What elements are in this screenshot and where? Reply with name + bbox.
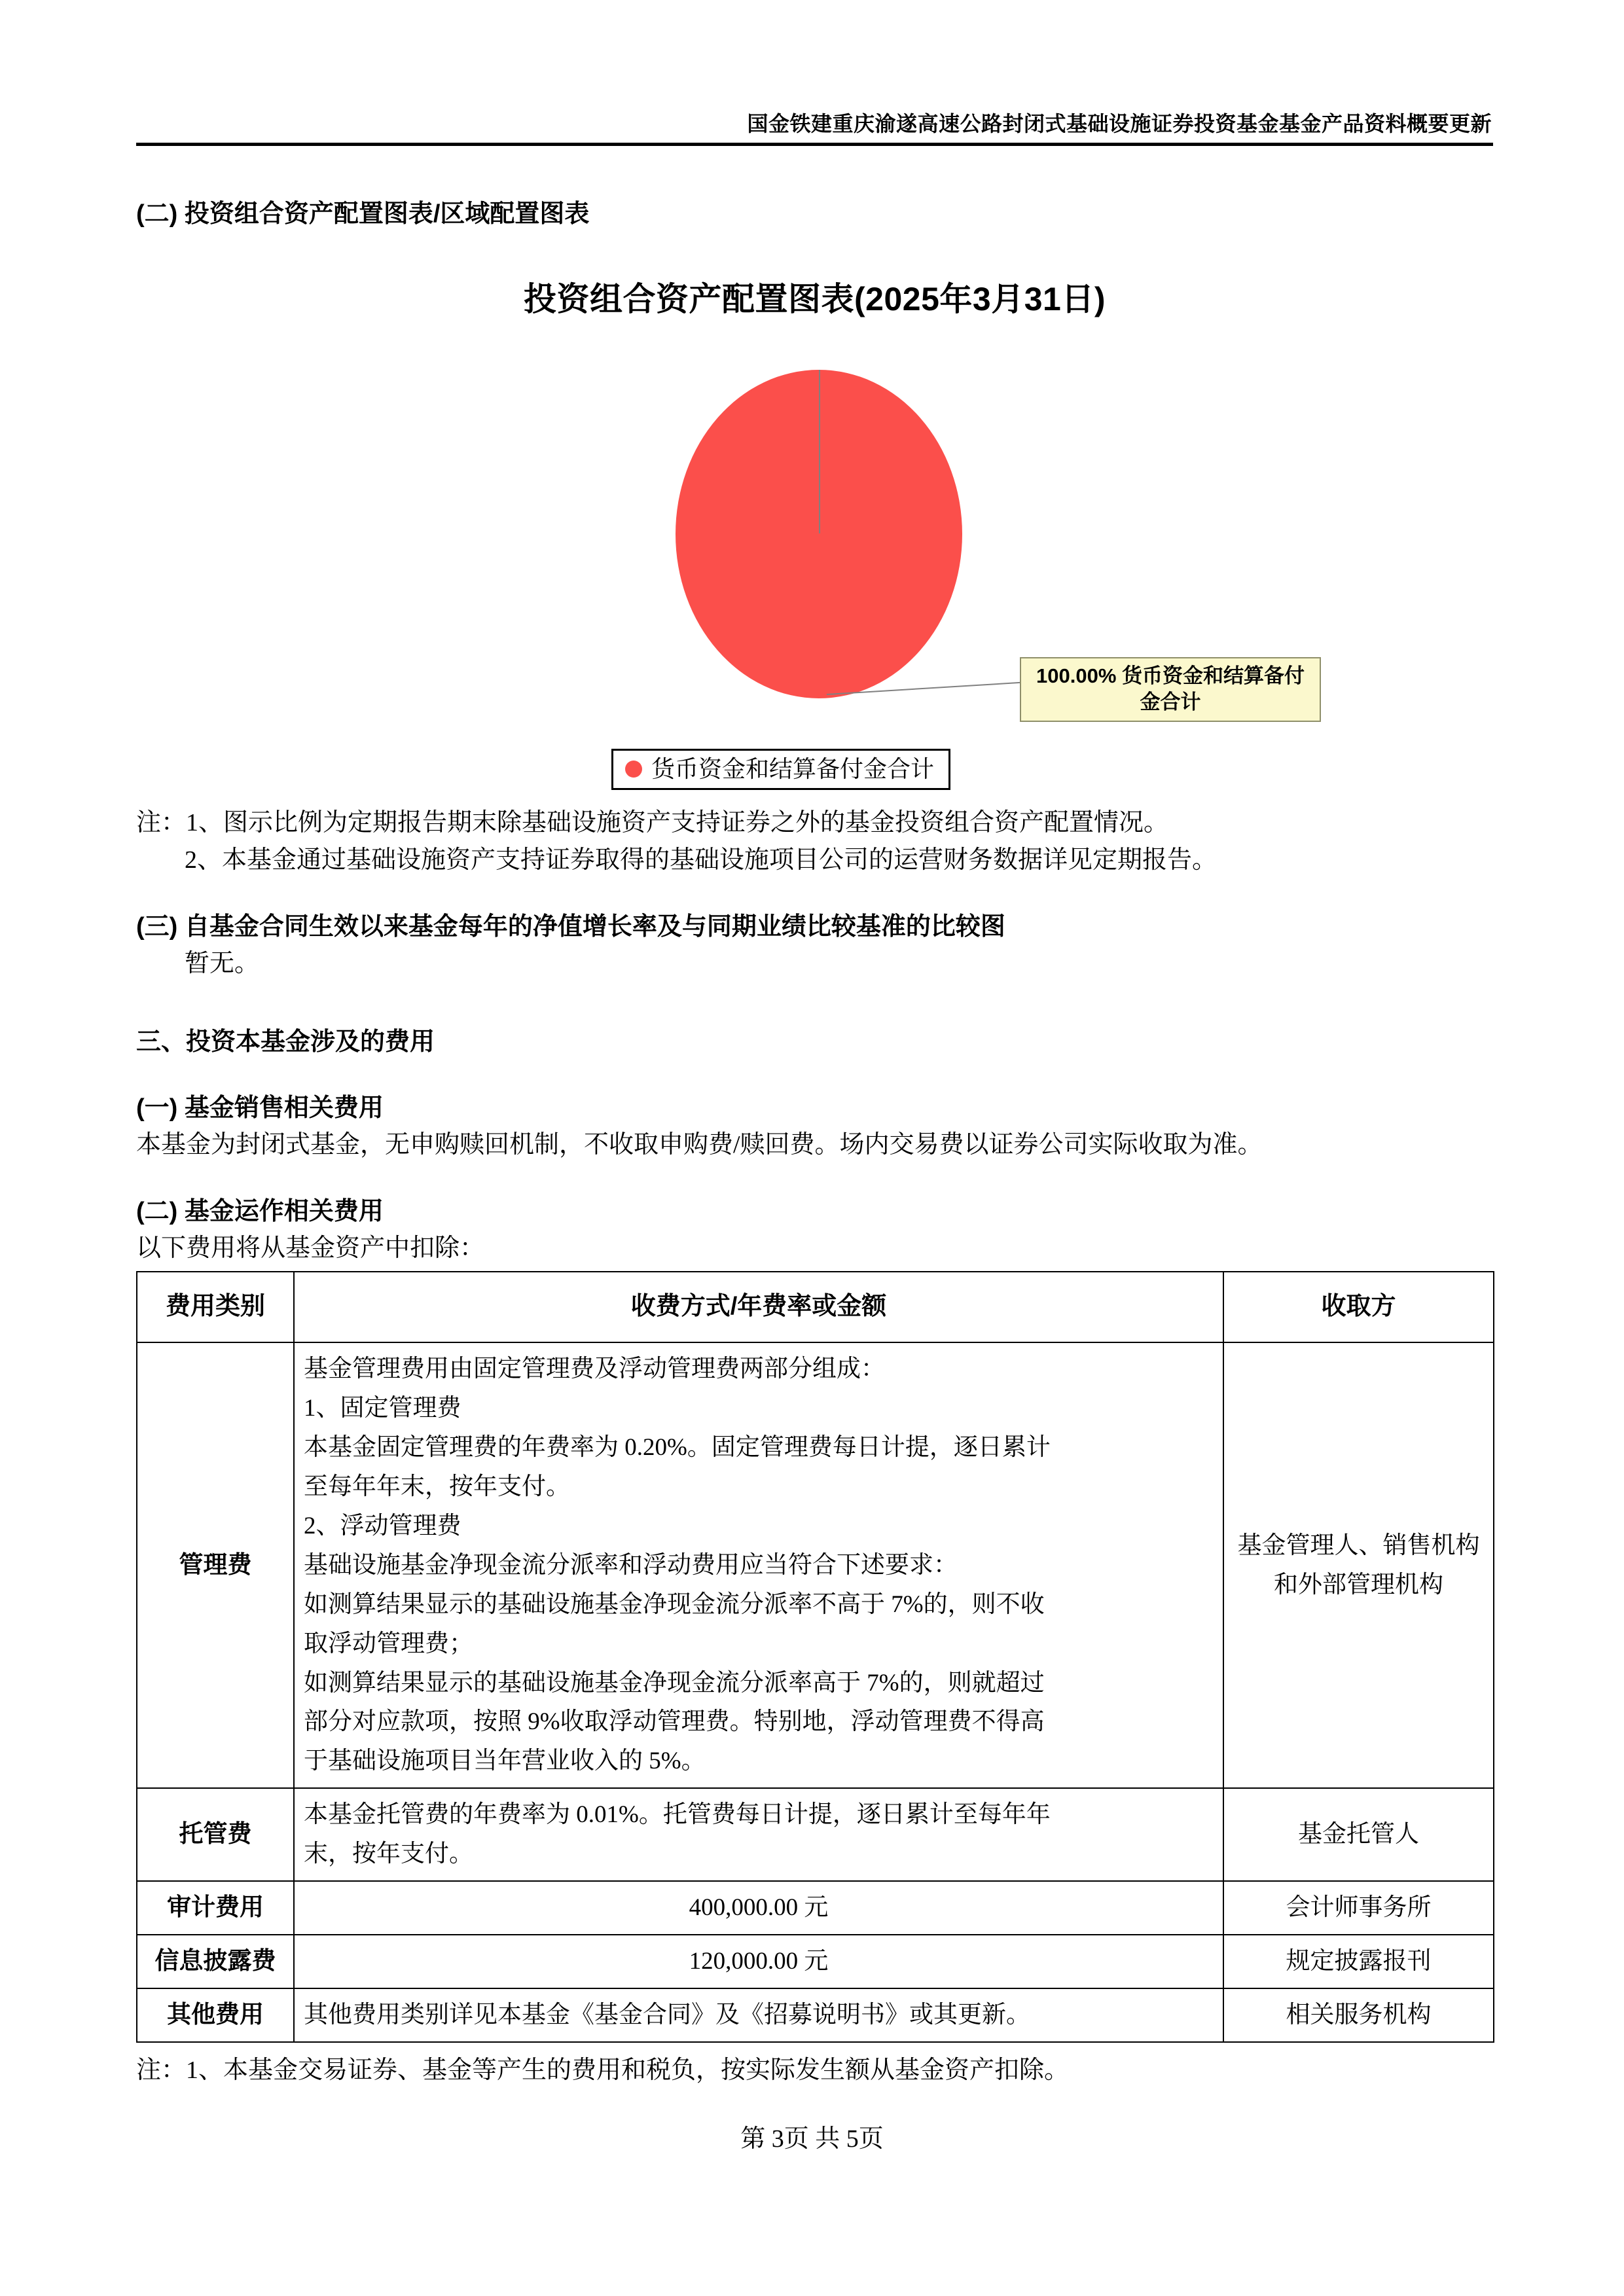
fee-table-row <box>137 1342 1494 1788</box>
subsection-heading-operation-fees: (二) 基金运作相关费用 <box>136 1198 384 1226</box>
fee-description-cell <box>294 1988 1223 2042</box>
page-footer <box>0 2118 1624 2154</box>
fee-description-line: 2、浮动管理费 <box>304 1512 461 1539</box>
fee-description-line: 基金管理费用由固定管理费及浮动管理费两部分组成： <box>304 1355 885 1383</box>
fee-description-line: 如测算结果显示的基础设施基金净现金流分派率不高于 7%的，则不收 <box>304 1590 1045 1618</box>
fee-category-cell: 审计费用 <box>137 1881 294 1935</box>
section-3-body: 暂无。 <box>185 950 260 978</box>
fee-table-note: 注：1、本基金交易证券、基金等产生的费用和税负，按实际发生额从基金资产扣除。 <box>136 2056 1070 2085</box>
sales-fees-body: 本基金为封闭式基金，无申购赎回机制，不收取申购费/赎回费。场内交易费以证券公司实际收取为准。 <box>136 1131 1263 1159</box>
legend-label: 货币资金和结算备付金合计 <box>651 755 935 783</box>
fee-table-row <box>137 1988 1494 2042</box>
fee-description-cell <box>294 1788 1223 1881</box>
col-header-category: 费用类别 <box>137 1272 294 1342</box>
fee-description-line: 本基金固定管理费的年费率为 0.20%。固定管理费每日计提，逐日累计 <box>304 1433 1051 1461</box>
pie-data-label: 100.00% 货币资金和结算备付金合计 <box>1020 657 1321 722</box>
col-header-rate: 收费方式/年费率或金额 <box>294 1272 1223 1342</box>
chart-note-2: 2、本基金通过基础设施资产支持证券取得的基础设施项目公司的运营财务数据详见定期报告。 <box>185 846 1218 874</box>
fee-table-row <box>137 1881 1494 1935</box>
col-header-payee: 收取方 <box>1223 1272 1494 1342</box>
fee-payee-cell: 基金托管人 <box>1223 1788 1494 1881</box>
operation-fees-intro: 以下费用将从基金资产中扣除： <box>136 1234 485 1263</box>
chart-note-1: 注：1、图示比例为定期报告期末除基础设施资产支持证券之外的基金投资组合资产配置情况。 <box>136 809 1169 837</box>
fee-payee-cell: 相关服务机构 <box>1223 1988 1494 2042</box>
fee-description-cell <box>294 1881 1223 1935</box>
fee-category-cell: 信息披露费 <box>137 1935 294 1988</box>
fee-table-row <box>137 1788 1494 1881</box>
page-number: 第 3页 共 5页 <box>740 2125 884 2153</box>
fee-payee-cell: 基金管理人、销售机构和外部管理机构 <box>1223 1342 1494 1788</box>
fee-description-cell <box>294 1342 1223 1788</box>
fee-description-line: 1、固定管理费 <box>304 1394 461 1422</box>
legend-marker-icon <box>625 761 642 778</box>
fee-payee-cell: 规定披露报刊 <box>1223 1935 1494 1988</box>
fee-description-line: 于基础设施项目当年营业收入的 5%。 <box>304 1748 706 1775</box>
fee-table-row <box>137 1935 1494 1988</box>
section-heading-2: (二) 投资组合资产配置图表/区域配置图表 <box>136 200 590 228</box>
fee-category-cell: 管理费 <box>137 1342 294 1788</box>
fee-description-line: 400,000.00 元 <box>689 1894 829 1922</box>
fee-table-body <box>137 1342 1494 2042</box>
fee-description-line: 基础设施基金净现金流分派率和浮动费用应当符合下述要求： <box>304 1551 958 1579</box>
fee-table-header-row <box>137 1272 1494 1342</box>
subsection-heading-sales-fees: (一) 基金销售相关费用 <box>136 1094 384 1122</box>
fee-description-line: 本基金托管费的年费率为 0.01%。托管费每日计提，逐日累计至每年年 <box>304 1801 1051 1829</box>
page-header <box>136 111 1493 146</box>
fee-category-cell: 其他费用 <box>137 1988 294 2042</box>
fee-table <box>136 1271 1494 2043</box>
fee-description-line: 取浮动管理费； <box>304 1630 473 1657</box>
fee-description-line: 如测算结果显示的基础设施基金净现金流分派率高于 7%的，则就超过 <box>304 1669 1045 1696</box>
pie-radius-line <box>819 370 820 533</box>
chart-legend <box>611 749 950 790</box>
fee-description-cell <box>294 1935 1223 1988</box>
fee-description-line: 部分对应款项，按照 9%收取浮动管理费。特别地，浮动管理费不得高 <box>304 1708 1045 1736</box>
fee-description-line: 其他费用类别详见本基金《基金合同》及《招募说明书》或其更新。 <box>304 2001 1030 2029</box>
section-heading-3: (三) 自基金合同生效以来基金每年的净值增长率及与同期业绩比较基准的比较图 <box>136 913 1005 941</box>
fee-description-line: 120,000.00 元 <box>689 1948 829 1975</box>
chart-title: 投资组合资产配置图表(2025年3月31日) <box>524 281 1106 318</box>
header-divider <box>136 143 1493 146</box>
fee-description-line: 至每年年末，按年支付。 <box>304 1473 570 1500</box>
header-title: 国金铁建重庆渝遂高速公路封闭式基础设施证券投资基金基金产品资料概要更新 <box>747 112 1492 135</box>
fee-payee-cell: 会计师事务所 <box>1223 1881 1494 1935</box>
fee-description-line: 末，按年支付。 <box>304 1840 473 1868</box>
portfolio-allocation-chart <box>136 268 1493 804</box>
chapter-heading-three: 三、投资本基金涉及的费用 <box>136 1028 435 1056</box>
pie-chart-canvas <box>136 268 1493 804</box>
fee-category-cell: 托管费 <box>137 1788 294 1881</box>
page-content <box>136 196 1493 2089</box>
